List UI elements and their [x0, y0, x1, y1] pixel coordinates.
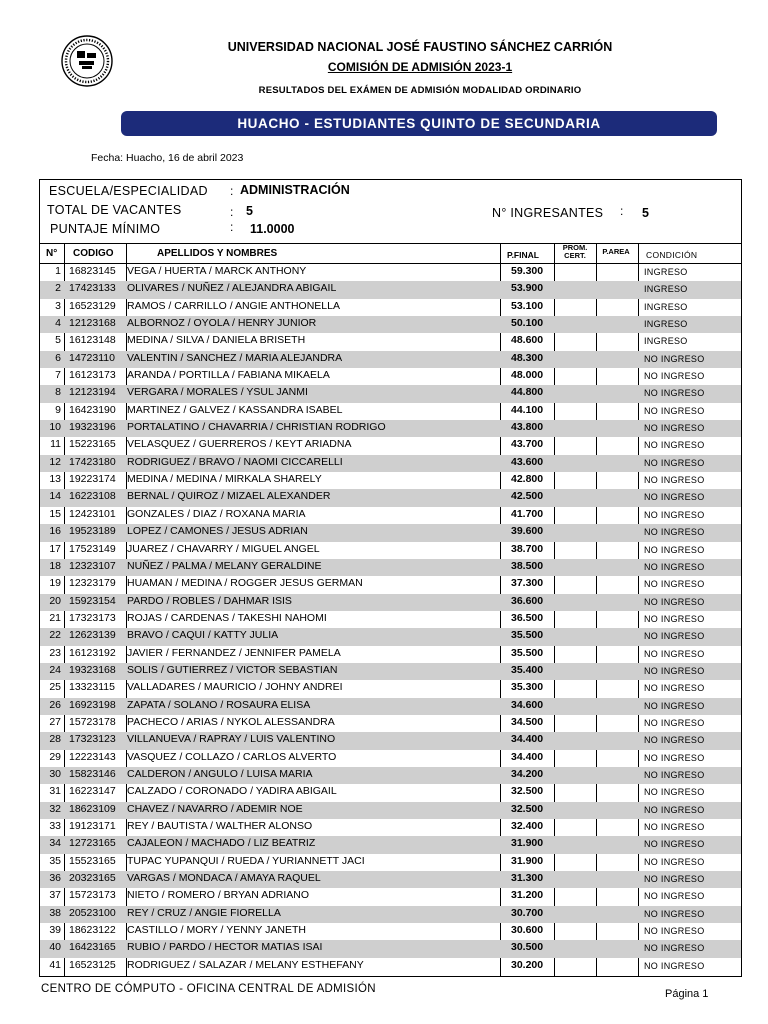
page-number: Página 1: [665, 988, 709, 1000]
table-row: [40, 906, 741, 923]
row-number: 31: [49, 785, 61, 798]
applicant-code: 17323123: [69, 733, 116, 746]
table-row: [40, 351, 741, 368]
applicant-code: 12323179: [69, 577, 116, 590]
table-row: [40, 281, 741, 298]
table-row: [40, 472, 741, 489]
admission-condition: NO INGRESO: [644, 492, 705, 503]
applicant-name: NUÑEZ / PALMA / MELANY GERALDINE: [127, 559, 322, 572]
admitted-value: 5: [642, 206, 649, 220]
applicant-code: 12223143: [69, 750, 116, 763]
applicant-code: 13323115: [69, 681, 115, 694]
applicant-name: REY / BAUTISTA / WALTHER ALONSO: [127, 820, 313, 832]
admission-condition: INGRESO: [644, 267, 688, 277]
table-row: [40, 542, 741, 559]
table-row: [40, 385, 741, 402]
row-number: 32: [49, 802, 61, 815]
table-row: [40, 958, 741, 975]
final-score: 32.500: [511, 785, 544, 798]
admission-condition: NO INGRESO: [644, 717, 705, 728]
admission-condition: NO INGRESO: [644, 769, 705, 780]
final-score: 42.500: [511, 490, 544, 503]
admission-condition: NO INGRESO: [644, 943, 705, 954]
applicant-code: 19223174: [69, 473, 116, 486]
row-number: 38: [49, 906, 61, 919]
applicant-name: TUPAC YUPANQUI / RUEDA / YURIANNETT JACI: [127, 854, 365, 867]
applicant-name: CALZADO / CORONADO / YADIRA ABIGAIL: [127, 785, 337, 798]
applicant-name: JAVIER / FERNANDEZ / JENNIFER PAMELA: [127, 646, 341, 659]
applicant-name: REY / CRUZ / ANGIE FIORELLA: [127, 906, 281, 919]
applicant-name: VASQUEZ / COLLAZO / CARLOS ALVERTO: [127, 750, 337, 763]
admission-condition: NO INGRESO: [644, 700, 705, 711]
final-score: 30.500: [511, 941, 544, 954]
table-row: [40, 333, 741, 350]
applicant-code: 16223108: [69, 490, 116, 503]
applicant-name: JUAREZ / CHAVARRY / MIGUEL ANGEL: [127, 542, 320, 555]
applicant-name: MARTINEZ / GALVEZ / KASSANDRA ISABEL: [127, 403, 343, 416]
final-score: 30.600: [511, 924, 544, 937]
admission-condition: NO INGRESO: [644, 735, 705, 746]
table-row: [40, 680, 741, 697]
table-row: [40, 750, 741, 767]
row-number: 10: [49, 421, 61, 434]
row-number: 27: [49, 715, 61, 728]
final-score: 36.500: [511, 611, 544, 624]
admission-condition: NO INGRESO: [644, 613, 705, 624]
applicant-code: 16123192: [69, 646, 116, 659]
col-header-n: N°: [46, 248, 58, 259]
row-number: 20: [49, 594, 61, 607]
final-score: 48.600: [511, 334, 544, 347]
final-score: 42.800: [511, 473, 544, 486]
admission-condition: NO INGRESO: [644, 665, 705, 676]
applicant-name: RUBIO / PARDO / HECTOR MATIAS ISAI: [127, 941, 323, 954]
applicant-code: 18623122: [69, 924, 116, 937]
table-row: [40, 819, 741, 836]
table-row: [40, 715, 741, 732]
final-score: 39.600: [511, 525, 544, 538]
table-row: [40, 871, 741, 888]
applicant-name: VALENTIN / SANCHEZ / MARIA ALEJANDRA: [127, 351, 343, 364]
table-row: [40, 784, 741, 801]
final-score: 35.500: [511, 629, 544, 642]
row-number: 3: [55, 299, 61, 312]
admission-condition: NO INGRESO: [644, 388, 705, 399]
applicant-code: 14723110: [69, 351, 115, 364]
admission-condition: NO INGRESO: [644, 405, 705, 416]
admission-condition: NO INGRESO: [644, 371, 705, 382]
results-rows: [40, 264, 741, 975]
admission-condition: NO INGRESO: [644, 475, 705, 486]
applicant-code: 12123194: [69, 386, 116, 399]
applicant-name: LOPEZ / CAMONES / JESUS ADRIAN: [127, 525, 308, 538]
row-number: 23: [49, 646, 61, 659]
commission-title: COMISIÓN DE ADMISIÓN 2023-1: [327, 60, 513, 74]
row-number: 11: [50, 438, 61, 451]
applicant-code: 12323107: [69, 559, 116, 572]
table-row: [40, 888, 741, 905]
admission-condition: NO INGRESO: [644, 648, 705, 659]
admission-condition: NO INGRESO: [644, 839, 705, 850]
final-score: 44.800: [511, 386, 544, 399]
table-row: [40, 767, 741, 784]
applicant-name: CAJALEON / MACHADO / LIZ BEATRIZ: [127, 837, 316, 850]
final-score: 36.600: [511, 594, 544, 607]
final-score: 50.100: [511, 317, 544, 330]
row-number: 19: [49, 577, 61, 590]
applicant-name: HUAMAN / MEDINA / ROGGER JESUS GERMAN: [127, 577, 363, 590]
admission-condition: NO INGRESO: [644, 908, 705, 919]
row-number: 30: [49, 767, 61, 780]
final-score: 34.500: [511, 715, 544, 728]
colon: :: [230, 184, 234, 198]
final-score: 35.300: [511, 681, 544, 694]
admission-condition: NO INGRESO: [644, 856, 705, 867]
applicant-name: CALDERON / ANGULO / LUISA MARIA: [127, 767, 313, 780]
applicant-name: RODRIGUEZ / BRAVO / NAOMI CICCARELLI: [127, 455, 343, 468]
colon: :: [620, 204, 624, 218]
divider: [39, 243, 742, 244]
applicant-code: 15923154: [69, 594, 116, 607]
final-score: 32.400: [511, 820, 544, 832]
row-number: 22: [49, 629, 61, 642]
table-row: [40, 507, 741, 524]
row-number: 28: [49, 733, 61, 746]
col-header-name: APELLIDOS Y NOMBRES: [157, 248, 278, 259]
row-number: 40: [49, 941, 61, 954]
table-row: [40, 611, 741, 628]
vacancies-value: 5: [246, 204, 253, 218]
row-number: 36: [49, 872, 61, 885]
applicant-code: 16423165: [69, 941, 116, 954]
final-score: 44.100: [511, 403, 544, 416]
school-label: ESCUELA/ESPECIALIDAD: [49, 184, 208, 198]
applicant-code: 17423180: [69, 455, 116, 468]
admission-condition: NO INGRESO: [644, 353, 705, 364]
applicant-code: 20323165: [69, 872, 116, 885]
admission-condition: NO INGRESO: [644, 631, 705, 642]
row-number: 4: [55, 317, 61, 330]
final-score: 53.900: [511, 282, 544, 295]
table-row: [40, 420, 741, 437]
row-number: 21: [49, 611, 61, 624]
applicant-code: 15223165: [69, 438, 116, 451]
table-row: [40, 299, 741, 316]
applicant-code: 15823146: [69, 767, 116, 780]
min-score-value: 11.0000: [250, 222, 295, 236]
admission-condition: NO INGRESO: [644, 440, 705, 451]
applicant-name: ARANDA / PORTILLA / FABIANA MIKAELA: [127, 369, 330, 382]
row-number: 5: [55, 334, 61, 347]
row-number: 9: [55, 403, 61, 416]
final-score: 31.200: [511, 889, 544, 902]
final-score: 35.500: [511, 646, 544, 659]
table-row: [40, 316, 741, 333]
admission-condition: INGRESO: [644, 301, 688, 312]
row-number: 26: [49, 698, 61, 711]
applicant-code: 19323168: [69, 663, 116, 676]
col-header-final: P.FINAL: [507, 250, 539, 260]
applicant-code: 15723173: [69, 889, 116, 902]
final-score: 43.600: [511, 455, 544, 468]
row-number: 14: [49, 490, 61, 503]
admission-condition: NO INGRESO: [644, 579, 705, 590]
admission-condition: NO INGRESO: [644, 423, 705, 434]
row-number: 1: [55, 265, 61, 277]
applicant-name: RODRIGUEZ / SALAZAR / MELANY ESTHEFANY: [127, 958, 364, 971]
row-number: 37: [49, 889, 61, 902]
applicant-name: VELASQUEZ / GUERREROS / KEYT ARIADNA: [127, 438, 352, 451]
table-row: [40, 836, 741, 853]
applicant-name: RAMOS / CARRILLO / ANGIE ANTHONELLA: [127, 299, 340, 312]
row-number: 35: [49, 854, 61, 867]
admission-condition: NO INGRESO: [644, 891, 705, 902]
final-score: 32.500: [511, 802, 544, 815]
admission-condition: NO INGRESO: [644, 822, 705, 832]
admission-condition: NO INGRESO: [644, 527, 705, 538]
final-score: 37.300: [511, 577, 544, 590]
admission-condition: NO INGRESO: [644, 544, 705, 555]
final-score: 34.400: [511, 733, 544, 746]
applicant-name: VARGAS / MONDACA / AMAYA RAQUEL: [127, 872, 321, 885]
footer-office: CENTRO DE CÓMPUTO - OFICINA CENTRAL DE ADMISIÓN: [41, 983, 376, 995]
applicant-name: PACHECO / ARIAS / NYKOL ALESSANDRA: [127, 715, 335, 728]
admission-condition: NO INGRESO: [644, 683, 705, 694]
applicant-name: VALLADARES / MAURICIO / JOHNY ANDREI: [127, 681, 343, 694]
vacancies-label: TOTAL DE VACANTES: [47, 203, 182, 217]
applicant-name: VILLANUEVA / RAPRAY / LUIS VALENTINO: [127, 733, 336, 746]
col-header-condition: CONDICIÓN: [646, 250, 698, 260]
table-row: [40, 646, 741, 663]
final-score: 43.700: [511, 438, 544, 451]
admission-condition: NO INGRESO: [644, 457, 705, 468]
row-number: 24: [49, 663, 61, 676]
section-banner: HUACHO - ESTUDIANTES QUINTO DE SECUNDARIA: [121, 111, 717, 136]
admission-condition: NO INGRESO: [644, 874, 705, 885]
admission-condition: NO INGRESO: [644, 804, 705, 815]
applicant-code: 12423101: [69, 507, 116, 520]
table-row: [40, 368, 741, 385]
admission-condition: NO INGRESO: [644, 926, 705, 937]
row-number: 34: [49, 837, 61, 850]
table-row: [40, 698, 741, 715]
final-score: 30.200: [511, 958, 544, 971]
applicant-code: 16523129: [69, 299, 116, 312]
final-score: 35.400: [511, 663, 544, 676]
admission-condition: NO INGRESO: [644, 596, 705, 607]
date-line: Fecha: Huacho, 16 de abril 2023: [91, 152, 244, 164]
applicant-code: 16523125: [69, 958, 116, 971]
table-row: [40, 663, 741, 680]
final-score: 30.700: [511, 906, 544, 919]
applicant-name: VERGARA / MORALES / YSUL JANMI: [127, 386, 308, 399]
applicant-name: ALBORNOZ / OYOLA / HENRY JUNIOR: [127, 317, 317, 330]
table-row: [40, 576, 741, 593]
admission-condition: NO INGRESO: [644, 787, 705, 798]
table-row: [40, 524, 741, 541]
table-row: [40, 403, 741, 420]
final-score: 53.100: [511, 299, 544, 312]
admission-condition: NO INGRESO: [644, 509, 705, 520]
final-score: 38.500: [511, 559, 544, 572]
applicant-code: 17523149: [69, 542, 116, 555]
applicant-code: 16123148: [69, 334, 116, 347]
row-number: 13: [49, 473, 61, 486]
applicant-name: SOLIS / GUTIERREZ / VICTOR SEBASTIAN: [127, 663, 338, 676]
final-score: 41.700: [511, 507, 544, 520]
col-header-area: P.AREA: [602, 247, 630, 256]
row-number: 25: [49, 681, 61, 694]
final-score: 34.200: [511, 767, 544, 780]
row-number: 2: [55, 282, 61, 295]
applicant-name: BRAVO / CAQUI / KATTY JULIA: [127, 629, 279, 642]
colon: :: [230, 220, 234, 234]
applicant-code: 19123171: [69, 820, 116, 832]
admission-condition: NO INGRESO: [644, 752, 705, 763]
applicant-code: 16423190: [69, 403, 116, 416]
university-seal-icon: [60, 34, 114, 88]
table-row: [40, 732, 741, 749]
applicant-code: 18623109: [69, 802, 116, 815]
final-score: 59.300: [511, 265, 544, 277]
university-name: UNIVERSIDAD NACIONAL JOSÉ FAUSTINO SÁNCHEZ CARRIÓN: [227, 40, 613, 54]
table-row: [40, 455, 741, 472]
applicant-name: ZAPATA / SOLANO / ROSAURA ELISA: [127, 698, 311, 711]
admitted-label: N° INGRESANTES: [492, 206, 604, 220]
applicant-name: MEDINA / SILVA / DANIELA BRISETH: [127, 334, 306, 347]
final-score: 48.300: [511, 351, 544, 364]
admission-condition: NO INGRESO: [644, 960, 705, 971]
col-header-prom: PROM. CERT.: [562, 243, 588, 260]
applicant-code: 15523165: [69, 854, 116, 867]
applicant-code: 17423133: [69, 282, 116, 295]
applicant-code: 16823145: [69, 265, 116, 277]
applicant-code: 16123173: [69, 369, 116, 382]
row-number: 8: [55, 386, 61, 399]
min-score-label: PUNTAJE MÍNIMO: [50, 222, 161, 236]
final-score: 38.700: [511, 542, 544, 555]
admission-condition: NO INGRESO: [644, 561, 705, 572]
table-row: [40, 594, 741, 611]
row-number: 18: [49, 559, 61, 572]
row-number: 33: [49, 820, 61, 832]
row-number: 29: [49, 750, 61, 763]
applicant-name: OLIVARES / NUÑEZ / ALEJANDRA ABIGAIL: [127, 282, 337, 295]
applicant-name: BERNAL / QUIROZ / MIZAEL ALEXANDER: [127, 490, 331, 503]
col-header-code: CODIGO: [73, 248, 114, 259]
applicant-name: CHAVEZ / NAVARRO / ADEMIR NOE: [127, 802, 303, 815]
colon: :: [230, 205, 234, 219]
applicant-code: 17323173: [69, 611, 116, 624]
table-row: [40, 923, 741, 940]
applicant-name: GONZALES / DIAZ / ROXANA MARIA: [127, 507, 306, 520]
row-number: 7: [55, 369, 61, 382]
row-number: 6: [55, 351, 61, 364]
applicant-name: ROJAS / CARDENAS / TAKESHI NAHOMI: [127, 611, 327, 624]
school-value: ADMINISTRACIÓN: [240, 183, 350, 197]
table-row: [40, 802, 741, 819]
table-row: [40, 940, 741, 957]
applicant-code: 12123168: [69, 317, 116, 330]
final-score: 48.000: [511, 369, 544, 382]
row-number: 39: [49, 924, 61, 937]
applicant-name: VEGA / HUERTA / MARCK ANTHONY: [127, 265, 307, 277]
table-row: [40, 628, 741, 645]
table-row: [40, 854, 741, 871]
applicant-code: 16923198: [69, 698, 116, 711]
applicant-code: 19523189: [69, 525, 116, 538]
final-score: 31.900: [511, 854, 544, 867]
applicant-code: 12723165: [69, 837, 116, 850]
applicant-code: 15723178: [69, 715, 116, 728]
row-number: 12: [49, 455, 61, 468]
applicant-code: 16223147: [69, 785, 116, 798]
table-row: [40, 437, 741, 454]
final-score: 34.400: [511, 750, 544, 763]
admission-condition: INGRESO: [644, 284, 688, 295]
table-row: [40, 559, 741, 576]
row-number: 16: [49, 525, 61, 538]
admission-condition: INGRESO: [644, 319, 688, 330]
applicant-name: CASTILLO / MORY / YENNY JANETH: [127, 924, 306, 937]
applicant-name: PORTALATINO / CHAVARRIA / CHRISTIAN RODRIGO: [127, 421, 386, 434]
final-score: 31.300: [511, 872, 544, 885]
applicant-name: NIETO / ROMERO / BRYAN ADRIANO: [127, 889, 310, 902]
applicant-name: MEDINA / MEDINA / MIRKALA SHARELY: [127, 473, 322, 486]
applicant-code: 19323196: [69, 421, 116, 434]
final-score: 34.600: [511, 698, 544, 711]
applicant-code: 12623139: [69, 629, 116, 642]
row-number: 17: [49, 542, 61, 555]
row-number: 41: [49, 958, 61, 971]
results-subtitle: RESULTADOS DEL EXÁMEN DE ADMISIÓN MODALIDAD ORDINARIO: [258, 85, 582, 96]
applicant-code: 20523100: [69, 906, 116, 919]
row-number: 15: [49, 507, 61, 520]
applicant-name: PARDO / ROBLES / DAHMAR ISIS: [127, 594, 292, 607]
final-score: 43.800: [511, 421, 544, 434]
final-score: 31.900: [511, 837, 544, 850]
table-row: [40, 489, 741, 506]
admission-condition: INGRESO: [644, 336, 688, 347]
table-row: [40, 264, 741, 281]
